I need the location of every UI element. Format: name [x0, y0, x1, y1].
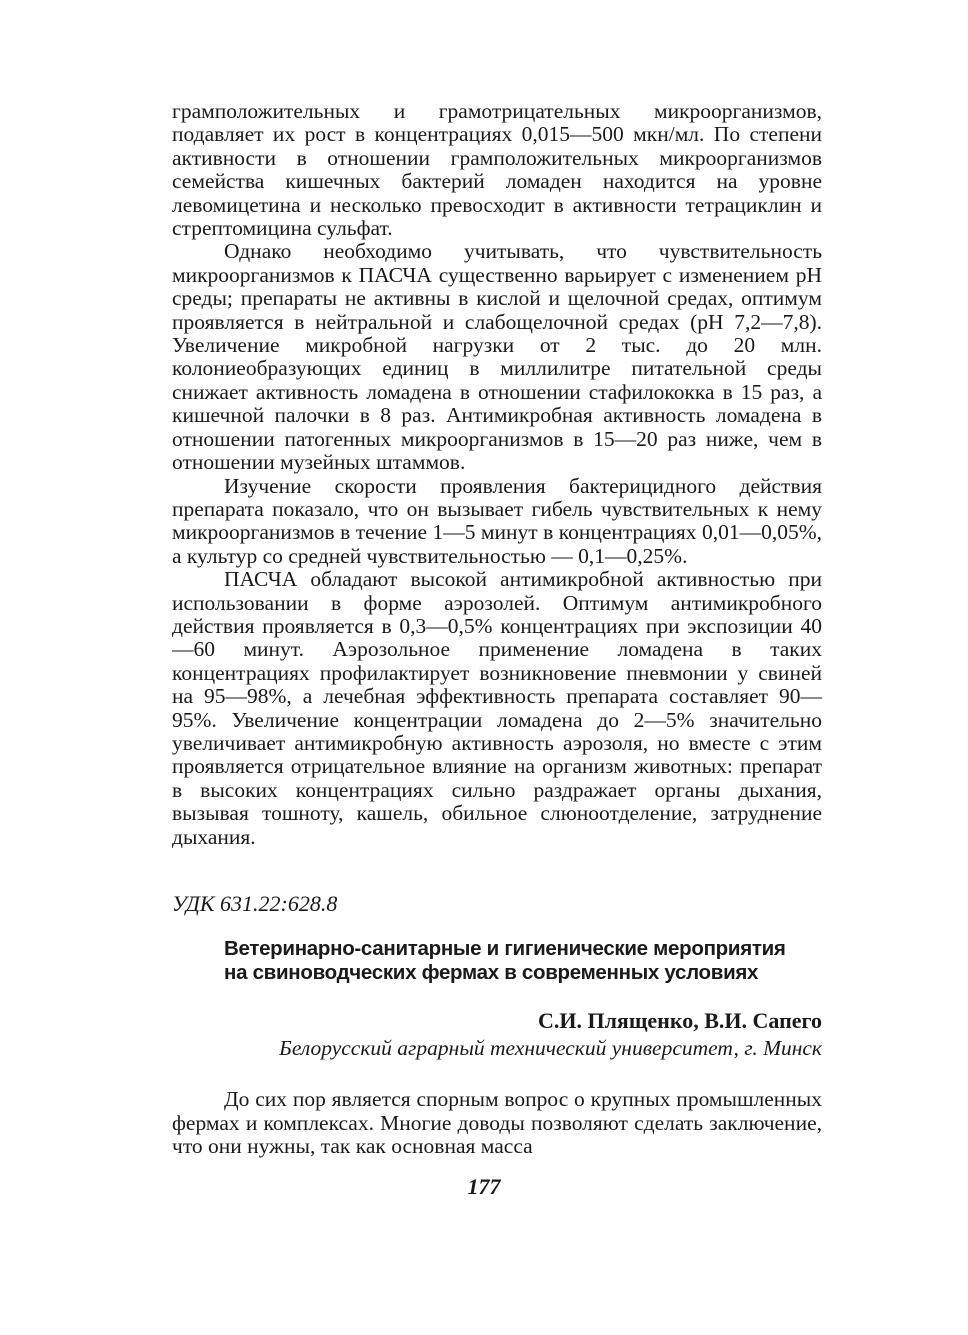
article-title	[224, 937, 822, 985]
paragraph-bactericidal: Изучение скорости проявления бактерицидного действия препарата показало, что он вызывает гибель чувствительных к нему микроорганизмов в течение 1—5 минут в концентрациях 0,01—0,05%, а культур со средней чувствительностью — 0,1—0,25%.	[172, 473, 822, 568]
paragraph-aerosol: ПАСЧА обладают высокой антимикробной активностью при использовании в форме аэрозолей. Оптимум антимикробного действия проявляется в 0,3—0,5% концентрациях при экспозиции 40—60 минут. Аэрозольное применение ломадена в таких концентрациях профилактирует возникновение пневмонии у свиней на 95—98%, а лечебная эффективность препарата составляет 90—95%. Увеличение концентрации ломадена до 2—5% значительно увеличивает антимикробную активность аэрозоля, но вместе с этим проявляется отрицательное влияние на организм животных: препарат в высоких концентрациях сильно раздражает органы дыхания, вызывая тошноту, кашель, обильное слюноотделение, затруднение дыхания.	[172, 567, 822, 849]
udk-code: УДК 631.22:628.8	[172, 891, 338, 916]
article-title-line-1: Ветеринарно-санитарные и гигиенические мероприятия	[224, 937, 786, 961]
page-body	[172, 100, 822, 1158]
paragraph-sensitivity: Однако необходимо учитывать, что чувствительность микроорганизмов к ПАСЧА существенно варьирует с изменением pH среды; препараты не активны в кислой и щелочной средах, оптимум проявляется в нейтральной и слабощелочной средах (pH 7,2—7,8). Увеличение микробной нагрузки от 2 тыс. до 20 млн. колониеобразующих единиц в миллилитре питательной среды снижает активность ломадена в отношении стафилококка в 15 раз, а кишечной палочки в 8 раз. Антимикробная активность ломадена в отношении патогенных микроорганизмов в 15—20 раз ниже, чем в отношении музейных штаммов.	[172, 239, 822, 475]
article-title-line-2: на свиноводческих фермах в современных условиях	[224, 961, 759, 985]
page-number: 177	[467, 1174, 501, 1199]
article-authors: С.И. Плященко, В.И. Сапего	[537, 1008, 822, 1034]
paragraph-continuation: грамположительных и грамотрицательных микроорганизмов, подавляет их рост в концентрациях 0,015—500 мкн/мл. По степени активности в отношении грамположительных микроорганизмов семейства кишечных бактерий ломаден находится на уровне левомицетина и несколько превосходит в активности тетрациклин и стрептомицина сульфат.	[172, 99, 822, 241]
article-affiliation: Белорусский аграрный технический университет, г. Минск	[279, 1035, 822, 1060]
article-intro-paragraph: До сих пор является спорным вопрос о крупных промышленных фермах и комплексах. Многие доводы позволяют сделать заключение, что они нужны, так как основная масса	[172, 1087, 822, 1159]
